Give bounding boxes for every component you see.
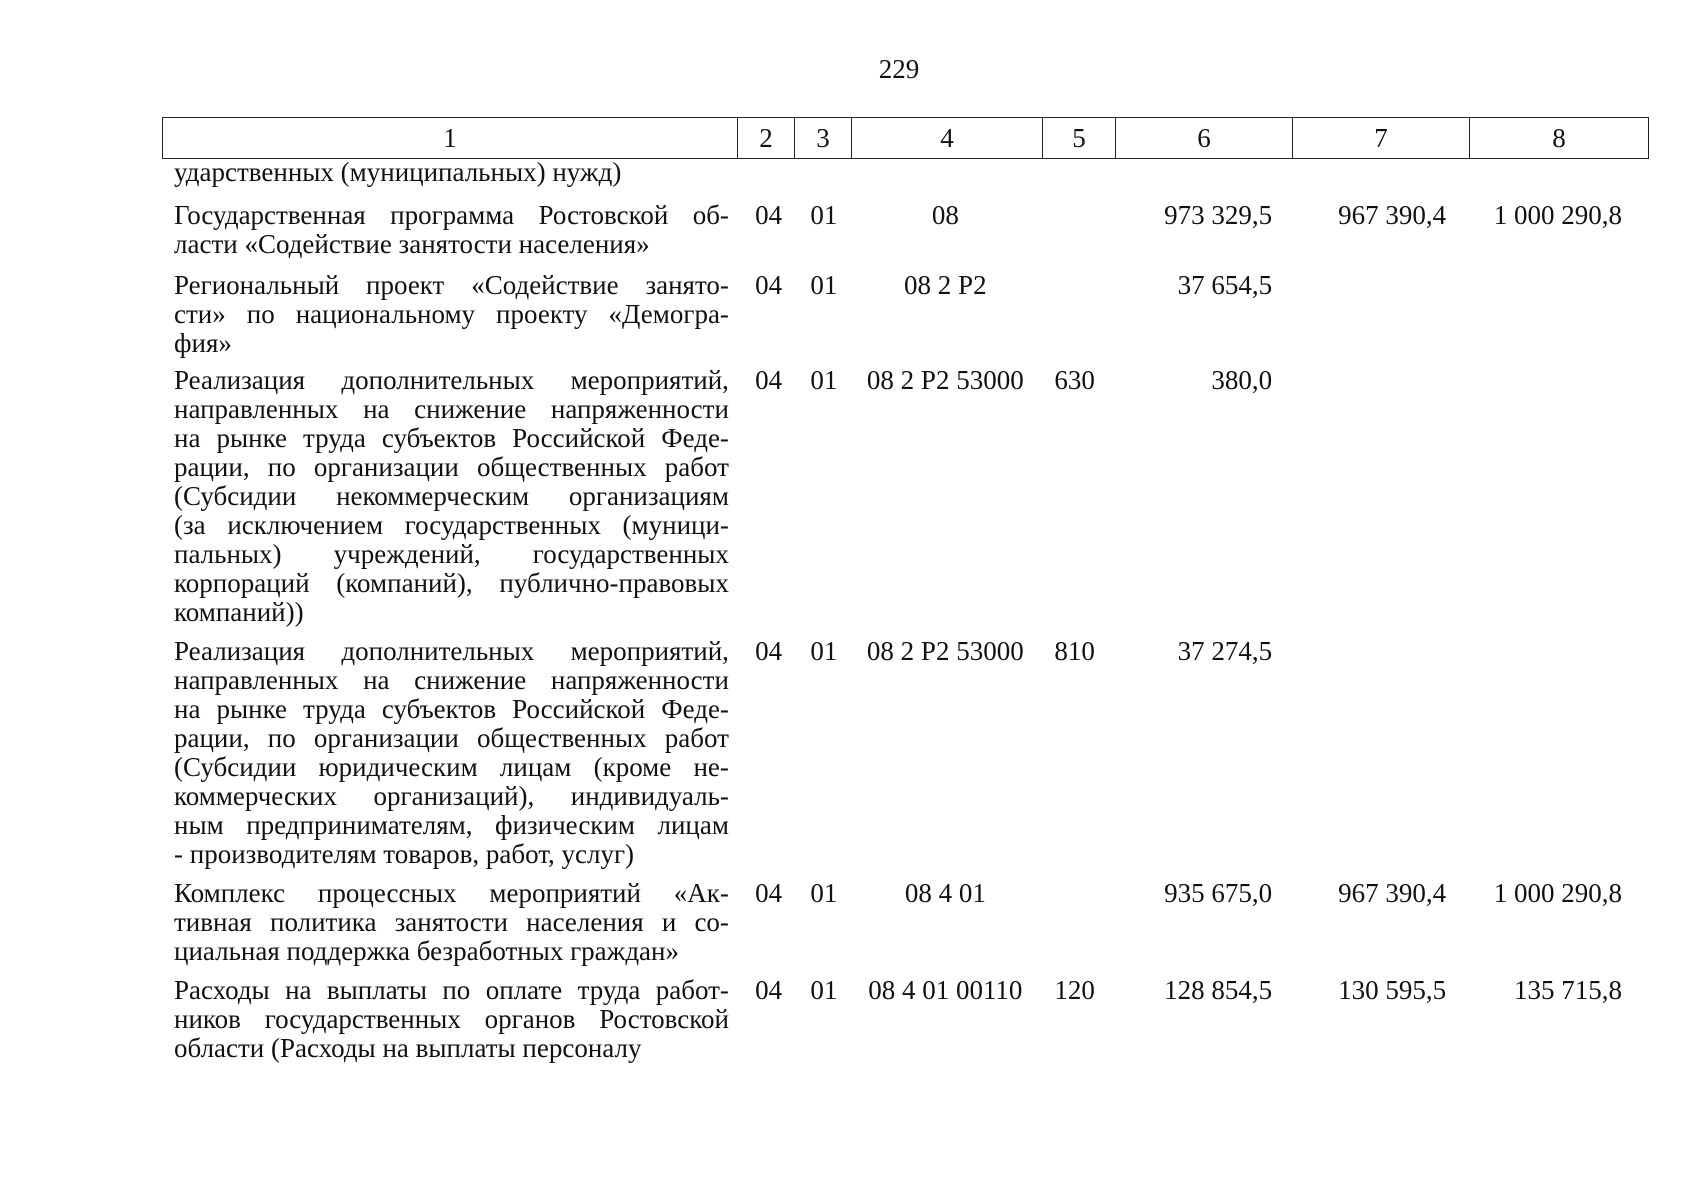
amount-year-3: 135 715,8 — [1514, 975, 1622, 1005]
subsection-code: 01 — [810, 878, 838, 908]
description-line: области (Расходы на выплаты персоналу — [174, 1033, 642, 1063]
expense-type-code: 810 — [1054, 636, 1095, 666]
subsection-code: 01 — [810, 270, 838, 300]
amount-year-3: 1 000 290,8 — [1493, 200, 1622, 230]
amount-year-2: 130 595,5 — [1338, 975, 1447, 1005]
subsection-code: 01 — [810, 975, 838, 1005]
target-article-code: 08 2 P2 — [904, 270, 987, 300]
column-header-2: 2 — [738, 118, 795, 159]
amount-year-1: 37 274,5 — [1177, 636, 1273, 666]
description-line: Расходы на выплаты по оплате труда работ- — [174, 975, 729, 1005]
data-rows — [162, 201, 1634, 1063]
target-article-code: 08 2 P2 53000 — [866, 636, 1024, 666]
section-code: 04 — [755, 365, 783, 395]
description-line: Комплекс процессных мероприятий «Ак- — [174, 878, 729, 908]
description-line: ласти «Содействие занятости населения» — [174, 229, 650, 259]
section-code: 04 — [755, 878, 783, 908]
target-article-code: 08 2 P2 53000 — [866, 365, 1024, 395]
expense-type-code: 120 — [1054, 975, 1095, 1005]
description-line: компаний)) — [174, 597, 304, 627]
table-row — [162, 976, 1634, 1063]
table-row — [162, 271, 1634, 358]
description-line: Реализация дополнительных мероприятий, — [174, 365, 729, 395]
description-line: (Субсидии юридическим лицам (кроме не- — [174, 752, 729, 782]
column-header-7: 7 — [1293, 118, 1470, 159]
amount-year-2: 967 390,4 — [1338, 200, 1447, 230]
budget-table-body — [162, 158, 1634, 1063]
subsection-code: 01 — [810, 365, 838, 395]
amount-year-3: 1 000 290,8 — [1493, 878, 1622, 908]
row-description — [162, 879, 729, 966]
amount-year-2: 967 390,4 — [1338, 878, 1447, 908]
description-line: пальных) учреждений, государственных — [174, 539, 729, 569]
row-description — [162, 366, 729, 627]
description-line: направленных на снижение напряженности — [174, 665, 729, 695]
subsection-code: 01 — [810, 200, 838, 230]
continuation-row — [162, 158, 1634, 187]
description-line: Реализация дополнительных мероприятий, — [174, 636, 729, 666]
description-line: сти» по национальному проекту «Демогра- — [174, 299, 729, 329]
description-line: (Субсидии некоммерческим организациям — [174, 481, 729, 511]
description-line: корпораций (компаний), публично-правовых — [174, 568, 729, 598]
row-description — [162, 976, 729, 1063]
description-line: коммерческих организаций), индивидуаль- — [174, 781, 729, 811]
description-line: направленных на снижение напряженности — [174, 394, 729, 424]
row-description — [162, 637, 729, 869]
description-line: рации, по организации общественных работ — [174, 452, 729, 482]
description-line: ным предпринимателям, физическим лицам — [174, 810, 729, 840]
description-line: - производителям товаров, работ, услуг) — [174, 839, 635, 869]
target-article-code: 08 4 01 — [904, 878, 986, 908]
column-header-8: 8 — [1470, 118, 1649, 159]
description-line: тивная политика занятости населения и со- — [174, 907, 729, 937]
description-line: на рынке труда субъектов Российской Феде- — [174, 694, 729, 724]
target-article-code: 08 4 01 00110 — [868, 975, 1023, 1005]
column-header-6: 6 — [1116, 118, 1293, 159]
description-line: на рынке труда субъектов Российской Феде- — [174, 423, 729, 453]
amount-year-1: 935 675,0 — [1164, 878, 1273, 908]
column-header-3: 3 — [795, 118, 852, 159]
row-description — [162, 271, 729, 358]
description-line: ников государственных органов Ростовской — [174, 1004, 729, 1034]
section-code: 04 — [755, 270, 783, 300]
subsection-code: 01 — [810, 636, 838, 666]
description-line: Государственная программа Ростовской об- — [174, 200, 729, 230]
section-code: 04 — [755, 975, 783, 1005]
amount-year-1: 37 654,5 — [1177, 270, 1273, 300]
target-article-code: 08 — [931, 200, 959, 230]
row-description — [162, 201, 729, 259]
amount-year-1: 380,0 — [1211, 365, 1273, 395]
column-header-1: 1 — [163, 118, 738, 159]
page-number: 229 — [878, 54, 920, 84]
section-code: 04 — [755, 200, 783, 230]
description-line: Региональный проект «Содействие занято- — [174, 270, 729, 300]
table-row — [162, 879, 1634, 966]
section-code: 04 — [755, 636, 783, 666]
description-line: циальная поддержка безработных граждан» — [174, 936, 679, 966]
expense-type-code: 630 — [1054, 365, 1095, 395]
amount-year-1: 128 854,5 — [1164, 975, 1273, 1005]
column-header-row — [163, 118, 1649, 159]
table-row — [162, 637, 1634, 869]
column-header-table — [162, 117, 1649, 159]
column-header-5: 5 — [1043, 118, 1116, 159]
amount-year-1: 973 329,5 — [1164, 200, 1273, 230]
table-row — [162, 201, 1634, 259]
description-line: фия» — [174, 328, 232, 358]
description-line: рации, по организации общественных работ — [174, 723, 729, 753]
continuation-text: ударственных (муниципальных) нужд) — [174, 157, 622, 187]
description-line: (за исключением государственных (муници- — [174, 510, 729, 540]
column-header-4: 4 — [852, 118, 1043, 159]
table-row — [162, 366, 1634, 627]
